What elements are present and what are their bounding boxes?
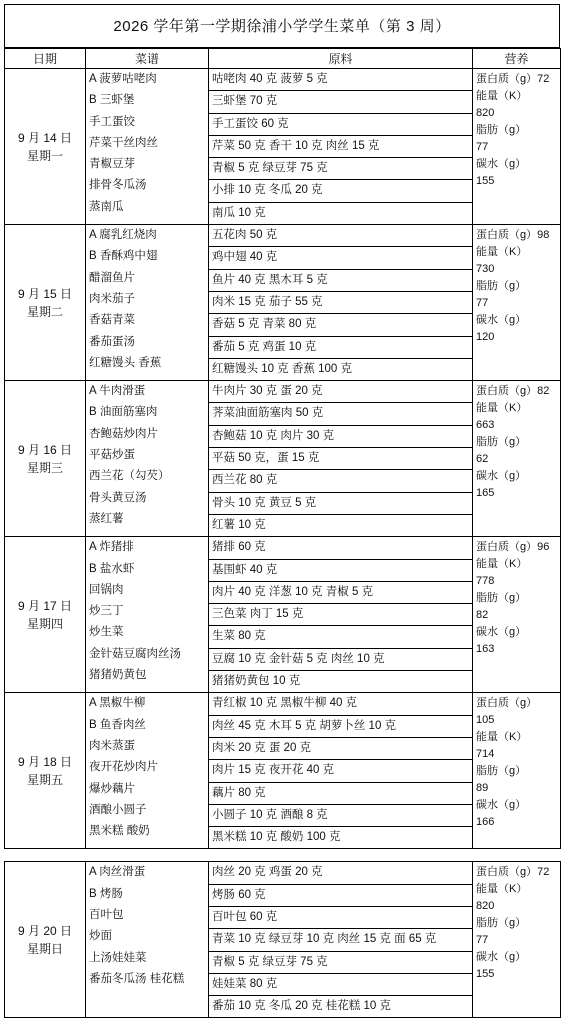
day-weekday: 星期一 <box>26 148 63 163</box>
ingredient-item: 五花肉 50 克 <box>209 225 472 247</box>
dish-item: 回锅肉 <box>89 583 124 596</box>
dish-item: A 炸猪排 <box>89 541 134 554</box>
ingredient-item: 鸡中翅 40 克 <box>209 247 472 269</box>
nutrition-line: 碳水（g） <box>476 799 527 812</box>
nutrition-line: 脂肪（g） <box>476 917 527 930</box>
day-weekday: 星期四 <box>26 616 63 631</box>
nutrition-line: 105 <box>476 714 495 727</box>
dish-item: 上汤娃娃菜 <box>89 951 147 964</box>
nutrition-line: 碳水（g） <box>476 314 527 327</box>
ingredient-list <box>209 537 473 693</box>
nutrition-line: 714 <box>476 748 495 761</box>
dish-item: A 肉丝滑蛋 <box>89 866 146 879</box>
ingredient-item: 青菜 10 克 绿豆芽 10 克 肉丝 15 克 面 65 克 <box>209 929 472 951</box>
dish-item: A 牛肉滑蛋 <box>89 385 146 398</box>
day-date-cell <box>5 862 86 1018</box>
nutrition-line: 能量（K） <box>476 558 528 571</box>
nutrition-line: 蛋白质（g）72 <box>476 73 550 85</box>
nutrition-line: 77 <box>476 141 489 153</box>
dish-item: B 油面筋塞肉 <box>89 406 158 419</box>
ingredient-item: 烤肠 60 克 <box>209 885 472 907</box>
header-nutrition: 营养 <box>473 49 561 69</box>
nutrition-line: 碳水（g） <box>476 470 527 483</box>
ingredient-item: 小排 10 克 冬瓜 20 克 <box>209 180 472 202</box>
day-date-cell <box>5 381 86 537</box>
header-row <box>5 49 561 69</box>
dish-item: 炒三丁 <box>89 605 124 618</box>
nutrition-line: 163 <box>476 643 495 656</box>
ingredient-item: 肉丝 45 克 木耳 5 克 胡萝卜丝 10 克 <box>209 716 472 738</box>
dish-item: 青椒豆芽 <box>89 158 135 171</box>
nutrition-line: 能量（K） <box>476 90 528 102</box>
nutrition-line: 120 <box>476 331 495 344</box>
dish-item: 炒面 <box>89 930 112 943</box>
nutrition-line: 820 <box>476 900 495 913</box>
ingredient-item: 基围虾 40 克 <box>209 560 472 582</box>
extra-day-table <box>4 861 561 1018</box>
nutrition-line: 166 <box>476 816 495 829</box>
ingredient-item: 肉片 40 克 洋葱 10 克 青椒 5 克 <box>209 582 472 604</box>
ingredient-item: 杏鲍菇 10 克 肉片 30 克 <box>209 426 472 448</box>
ingredient-item: 骨头 10 克 黄豆 5 克 <box>209 493 472 515</box>
nutrition-line: 脂肪（g） <box>476 436 527 449</box>
ingredient-item: 肉米 15 克 茄子 55 克 <box>209 292 472 314</box>
day-weekday: 星期日 <box>26 941 63 956</box>
nutrition-line: 155 <box>476 175 495 187</box>
ingredient-item: 三色菜 肉丁 15 克 <box>209 604 472 626</box>
dish-item: 西兰花（勾芡） <box>89 470 170 483</box>
header-date: 日期 <box>5 49 86 69</box>
nutrition-line: 能量（K） <box>476 246 528 259</box>
dish-item: 手工蛋饺 <box>89 115 135 128</box>
weekly-menu-table <box>4 48 561 849</box>
dish-item: B 烤肠 <box>89 887 123 900</box>
nutrition-cell <box>473 537 561 693</box>
dish-list <box>86 537 209 693</box>
nutrition-line: 蛋白质（g） <box>476 697 538 710</box>
day-date-cell <box>5 537 86 693</box>
nutrition-cell <box>473 862 561 1018</box>
nutrition-line: 蛋白质（g）72 <box>476 866 550 879</box>
dish-item: B 鱼香肉丝 <box>89 718 146 731</box>
nutrition-line: 蛋白质（g）82 <box>476 385 550 398</box>
ingredient-item: 肉片 15 克 夜开花 40 克 <box>209 760 472 782</box>
dish-item: B 盐水虾 <box>89 562 135 575</box>
day-date: 9 月 20 日 <box>17 923 73 938</box>
nutrition-line: 165 <box>476 487 495 500</box>
dish-item: 杏鲍菇炒肉片 <box>89 427 158 440</box>
ingredient-item: 生菜 80 克 <box>209 626 472 648</box>
nutrition-line: 能量（K） <box>476 402 528 415</box>
nutrition-line: 82 <box>476 609 489 622</box>
header-menu: 菜谱 <box>86 49 209 69</box>
ingredient-item: 红糖馒头 10 克 香蕉 100 克 <box>212 362 352 375</box>
nutrition-cell <box>473 381 561 537</box>
ingredient-item: 西兰花 80 克 <box>209 470 472 492</box>
ingredient-item: 藕片 80 克 <box>209 783 472 805</box>
day-weekday: 星期二 <box>26 304 63 319</box>
nutrition-line: 碳水（g） <box>476 626 527 639</box>
nutrition-line: 碳水（g） <box>476 158 527 170</box>
nutrition-line: 778 <box>476 575 495 588</box>
dish-item: 爆炒藕片 <box>89 782 135 795</box>
dish-item: 炒生菜 <box>89 626 124 639</box>
dish-item: 蒸红薯 <box>89 512 124 525</box>
dish-item: B 香酥鸡中翅 <box>89 250 158 263</box>
ingredient-item: 南瓜 10 克 <box>212 206 266 219</box>
dish-list <box>86 381 209 537</box>
header-ingredients: 原料 <box>209 49 473 69</box>
ingredient-item: 黑米糕 10 克 酸奶 100 克 <box>212 831 341 844</box>
ingredient-item: 芹菜 50 克 香干 10 克 肉丝 15 克 <box>209 136 472 158</box>
ingredient-list <box>209 225 473 381</box>
day-row <box>5 225 561 381</box>
dish-item: 百叶包 <box>89 908 124 921</box>
nutrition-cell <box>473 225 561 381</box>
nutrition-line: 脂肪（g） <box>476 765 527 778</box>
ingredient-item: 肉米 20 克 蛋 20 克 <box>209 738 472 760</box>
day-row <box>5 862 561 1018</box>
ingredient-list <box>209 862 473 1018</box>
dish-item: 黑米糕 酸奶 <box>89 825 150 838</box>
dish-item: 夜开花炒肉片 <box>89 761 158 774</box>
nutrition-line: 能量（K） <box>476 731 528 744</box>
nutrition-line: 脂肪（g） <box>476 592 527 605</box>
day-date: 9 月 18 日 <box>17 754 73 769</box>
ingredient-item: 番茄 10 克 冬瓜 20 克 桂花糕 10 克 <box>212 1000 391 1013</box>
dish-item: 红糖馒头 香蕉 <box>89 356 162 369</box>
dish-item: 番茄蛋汤 <box>89 335 135 348</box>
table-gap <box>4 849 560 861</box>
nutrition-line: 62 <box>476 453 489 466</box>
dish-list <box>86 225 209 381</box>
dish-item: 蒸南瓜 <box>89 200 124 213</box>
dish-item: 肉米蒸蛋 <box>89 739 135 752</box>
dish-item: 平菇炒蛋 <box>89 449 135 462</box>
dish-list <box>86 862 209 1018</box>
ingredient-item: 牛肉片 30 克 蛋 20 克 <box>209 381 472 403</box>
ingredient-item: 平菇 50 克，蛋 15 克 <box>209 448 472 470</box>
day-weekday: 星期五 <box>26 772 63 787</box>
ingredient-item: 猪猪奶黄包 10 克 <box>212 675 301 688</box>
dish-item: A 腐乳红烧肉 <box>89 229 157 242</box>
nutrition-line: 77 <box>476 934 489 947</box>
nutrition-line: 155 <box>476 968 495 981</box>
extra-body <box>5 862 561 1018</box>
day-date: 9 月 17 日 <box>17 598 73 613</box>
menu-sheet <box>4 4 560 1018</box>
dish-item: 肉米茄子 <box>89 292 135 305</box>
nutrition-cell <box>473 69 561 225</box>
ingredient-item: 娃娃菜 80 克 <box>209 974 472 996</box>
nutrition-line: 蛋白质（g）96 <box>476 541 550 554</box>
dish-item: 番茄冬瓜汤 桂花糕 <box>89 972 185 985</box>
ingredient-item: 手工蛋饺 60 克 <box>209 114 472 136</box>
ingredient-item: 猪排 60 克 <box>209 537 472 559</box>
day-row <box>5 69 561 225</box>
ingredient-list <box>209 381 473 537</box>
nutrition-line: 89 <box>476 782 489 795</box>
page-title: 2026 学年第一学期徐浦小学学生菜单（第 3 周） <box>4 4 560 48</box>
dish-item: 酒酿小圆子 <box>89 803 147 816</box>
dish-item: A 黑椒牛柳 <box>89 697 146 710</box>
dish-item: B 三虾堡 <box>89 94 135 107</box>
dish-item: A 菠萝咕咾肉 <box>89 73 157 85</box>
day-date-cell <box>5 693 86 849</box>
ingredient-item: 咕咾肉 40 克 菠萝 5 克 <box>209 69 472 91</box>
nutrition-line: 能量（K） <box>476 883 528 896</box>
dish-item: 香菇青菜 <box>89 314 135 327</box>
ingredient-item: 荠菜油面筋塞肉 50 克 <box>209 403 472 425</box>
dish-item: 排骨冬瓜汤 <box>89 179 147 192</box>
ingredient-item: 香菇 5 克 青菜 80 克 <box>209 314 472 336</box>
ingredient-list <box>209 69 473 225</box>
day-date-cell <box>5 225 86 381</box>
dish-list <box>86 693 209 849</box>
nutrition-line: 663 <box>476 419 495 432</box>
day-row <box>5 693 561 849</box>
day-date: 9 月 16 日 <box>17 442 73 457</box>
dish-item: 骨头黄豆汤 <box>89 491 147 504</box>
ingredient-item: 鱼片 40 克 黑木耳 5 克 <box>209 270 472 292</box>
dish-item: 金针菇豆腐肉丝汤 <box>89 647 181 660</box>
nutrition-line: 碳水（g） <box>476 951 527 964</box>
dish-list <box>86 69 209 225</box>
dish-item: 猪猪奶黄包 <box>89 669 147 682</box>
dish-item: 醋溜鱼片 <box>89 271 135 284</box>
ingredient-item: 豆腐 10 克 金针菇 5 克 肉丝 10 克 <box>209 649 472 671</box>
day-date-cell <box>5 69 86 225</box>
nutrition-line: 77 <box>476 297 489 310</box>
nutrition-line: 脂肪（g） <box>476 124 527 136</box>
ingredient-item: 肉丝 20 克 鸡蛋 20 克 <box>209 862 472 884</box>
day-row <box>5 537 561 693</box>
week-body <box>5 69 561 849</box>
ingredient-item: 小圆子 10 克 酒酿 8 克 <box>209 805 472 827</box>
ingredient-item: 青红椒 10 克 黑椒牛柳 40 克 <box>209 693 472 715</box>
ingredient-item: 青椒 5 克 绿豆芽 75 克 <box>209 952 472 974</box>
dish-item: 芹菜干丝肉丝 <box>89 136 158 149</box>
day-weekday: 星期三 <box>26 460 63 475</box>
nutrition-line: 脂肪（g） <box>476 280 527 293</box>
ingredient-item: 三虾堡 70 克 <box>209 91 472 113</box>
nutrition-cell <box>473 693 561 849</box>
day-date: 9 月 14 日 <box>17 130 73 145</box>
ingredient-item: 番茄 5 克 鸡蛋 10 克 <box>209 337 472 359</box>
ingredient-item: 红薯 10 克 <box>212 518 266 531</box>
ingredient-item: 百叶包 60 克 <box>209 907 472 929</box>
ingredient-item: 青椒 5 克 绿豆芽 75 克 <box>209 158 472 180</box>
ingredient-list <box>209 693 473 849</box>
nutrition-line: 蛋白质（g）98 <box>476 229 550 242</box>
day-row <box>5 381 561 537</box>
nutrition-line: 730 <box>476 263 495 276</box>
day-date: 9 月 15 日 <box>17 286 73 301</box>
nutrition-line: 820 <box>476 107 495 119</box>
